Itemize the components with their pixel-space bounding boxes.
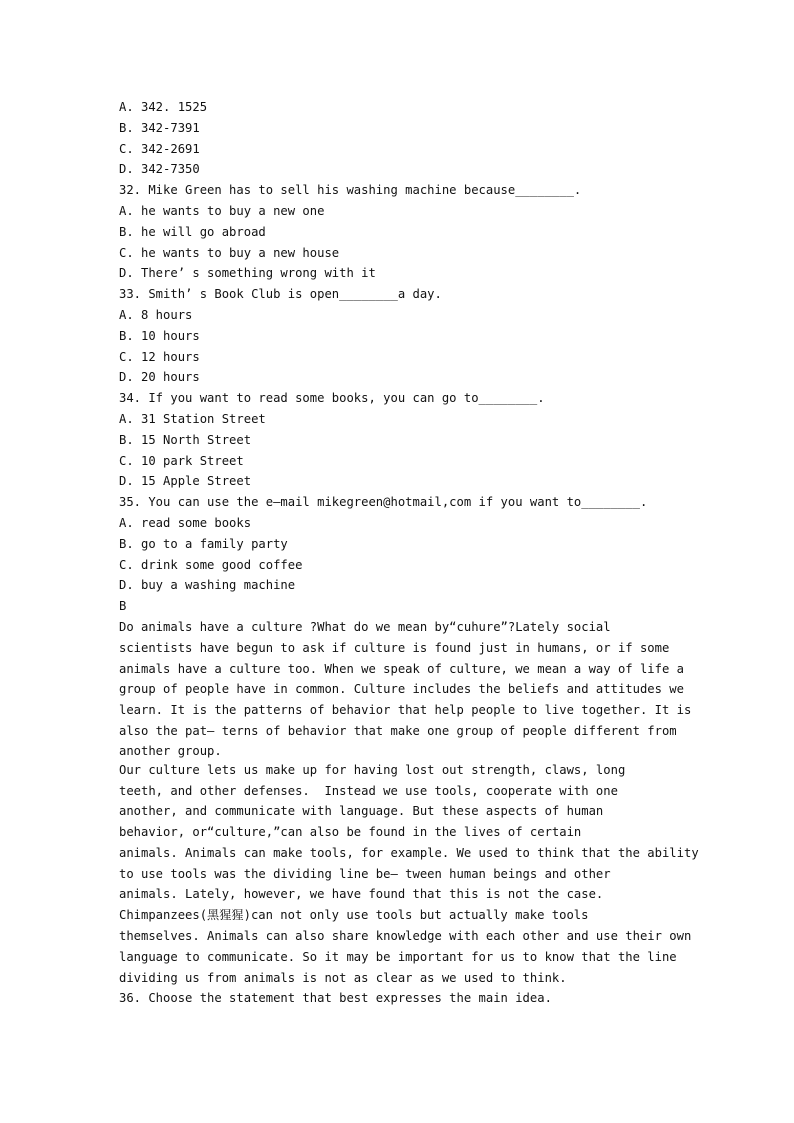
option-line: D. 15 Apple Street — [119, 474, 252, 489]
exam-content — [119, 97, 699, 1009]
passage-line: Our culture lets us make up for having lost out strength, claws, long — [119, 762, 626, 777]
passage-line: another, and communicate with language. But these aspects of human — [119, 804, 604, 819]
option-line: A. he wants to buy a new one — [119, 203, 325, 218]
question-36: 36. Choose the statement that best expresses the main idea. — [119, 991, 552, 1006]
passage-line: learn. It is the patterns of behavior that help people to live together. It is — [119, 703, 692, 718]
option-line: B. go to a family party — [119, 536, 288, 551]
question-32: 32. Mike Green has to sell his washing machine because________. — [119, 183, 582, 198]
option-line: C. he wants to buy a new house — [119, 245, 340, 260]
question-33: 33. Smith’ s Book Club is open________a day. — [119, 287, 442, 302]
passage-line: teeth, and other defenses. Instead we use tools, cooperate with one — [119, 783, 618, 798]
option-line: D. 342-7350 — [119, 162, 200, 177]
passage-line: animals. Lately, however, we have found that this is not the case. — [119, 887, 604, 902]
passage-line: Do animals have a culture ?What do we mean by“cuhure”?Lately social — [119, 619, 611, 634]
passage-line: also the pat— terns of behavior that make one group of people different from — [119, 723, 677, 738]
passage-line: scientists have begun to ask if culture is found just in humans, or if some — [119, 640, 670, 655]
option-line: C. 10 park Street — [119, 453, 244, 468]
passage-line: animals. Animals can make tools, for example. We used to think that the ability — [119, 845, 699, 860]
passage-line: dividing us from animals is not as clear as we used to think. — [119, 970, 567, 985]
passage-line: Chimpanzees(黑猩猩)can not only use tools but actually make tools — [119, 908, 589, 923]
passage-line: group of people have in common. Culture includes the beliefs and attitudes we — [119, 682, 684, 697]
option-line: C. 12 hours — [119, 349, 200, 364]
option-line: D. buy a washing machine — [119, 578, 296, 593]
passage-line: to use tools was the dividing line be— tween human beings and other — [119, 866, 611, 881]
option-line: D. 20 hours — [119, 370, 200, 385]
passage-line: animals have a culture too. When we speak of culture, we mean a way of life a — [119, 661, 684, 676]
option-line: A. 8 hours — [119, 307, 193, 322]
option-line: C. 342-2691 — [119, 141, 200, 156]
passage-line: another group. — [119, 743, 222, 758]
option-line: D. There’ s something wrong with it — [119, 266, 376, 281]
question-34: 34. If you want to read some books, you can go to________. — [119, 391, 545, 406]
option-line: A. 31 Station Street — [119, 411, 266, 426]
option-line: B. 15 North Street — [119, 432, 252, 447]
option-line: B. 10 hours — [119, 328, 200, 343]
option-line: B. 342-7391 — [119, 120, 200, 135]
option-line: A. read some books — [119, 515, 252, 530]
section-b-heading: B — [119, 599, 127, 614]
option-line: C. drink some good coffee — [119, 557, 303, 572]
passage-line: language to communicate. So it may be important for us to know that the line — [119, 949, 677, 964]
question-35: 35. You can use the e—mail mikegreen@hotmail,com if you want to________. — [119, 495, 648, 510]
passage-line: behavior, or“culture,”can also be found in the lives of certain — [119, 825, 582, 840]
option-line: A. 342. 1525 — [119, 100, 208, 114]
passage-line: themselves. Animals can also share knowledge with each other and use their own — [119, 929, 692, 944]
option-line: B. he will go abroad — [119, 224, 266, 239]
